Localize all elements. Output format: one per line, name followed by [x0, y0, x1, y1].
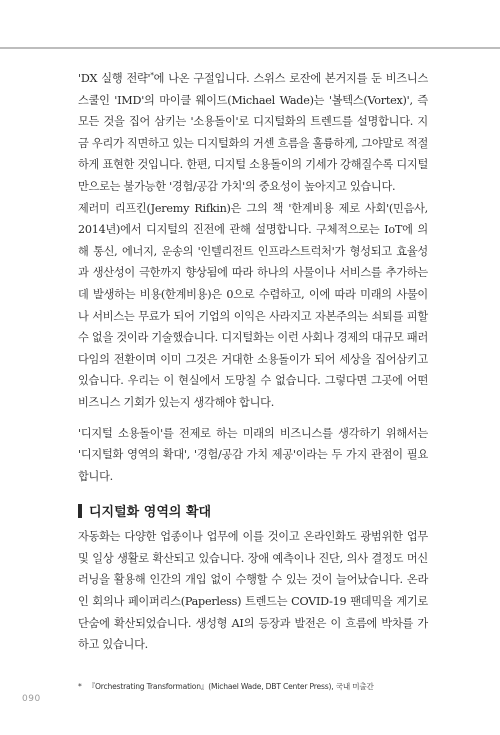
paragraph-1-text: 에 나온 구절입니다. 스위스 로잔에 본거지를 둔 비즈니스 스쿨인 'IMD'의 마이클 웨이드(Michael Wade)는 '볼텍스(Vortex)', 즉 모든 것을 집어 삼키는 '소용돌이'로 디지털화의 트렌드를 설명합니다. 지금 우리가 직면하고 있는 디지털화의 거센 흐름을 훌륭하게, 그야말로 적절하게 표현한 것입니다. 한편, 디지털 소용돌이의 기세가 강해질수록 디지털만으로는 불가능한 '경험/공감 가치'의 중요성이 높아지고 있습니다. [78, 72, 428, 193]
footnote [78, 681, 374, 692]
paragraph-2: 제러미 리프킨(Jeremy Rifkin)은 그의 책 '한계비용 제로 사회'(민음사, 2014년)에서 디지털의 진전에 관해 설명합니다. 구체적으로는 IoT에 의해 통신, 에너지, 운송의 '인텔리전트 인프라스트럭처'가 형성되고 효율성과 생산성이 극한까지 향상됨에 따라 하나의 사물이나 서비스를 추가하는 데 발생하는 비용(한계비용)은 0으로 수렴하고, 이에 따라 미래의 사물이나 서비스는 무료가 되어 기업의 이익은 사라지고 자본주의는 쇠퇴를 피할 수 없을 것이라 기술했습니다. 디지털화는 이런 사회나 경제의 대규모 패러다임의 전환이며 이미 그것은 거대한 소용돌이가 되어 세상을 집어삼키고 있습니다. 우리는 이 현실에서 도망칠 수 없습니다. 그렇다면 그곳에 어떤 비즈니스 기회가 있는지 생각해야 합니다. [78, 201, 428, 409]
paragraph-1-lead: 'DX 실행 전략' [78, 72, 151, 85]
paragraph-4: 자동화는 다양한 업종이나 업무에 이를 것이고 온라인화도 광범위한 업무 및 일상 생활로 확산되고 있습니다. 장애 예측이나 진단, 의사 결정도 머신러닝을 활용해 인간의 개입 없이 수행할 수 있는 것이 늘어났습니다. 온라인 회의나 페이퍼리스(Paperless) 트렌드는 COVID-19 팬데믹을 계기로 단숨에 확산되었습니다. 생성형 AI의 등장과 발전은 이 흐름에 박차를 가하고 있습니다. [78, 530, 428, 652]
main-text-block [78, 68, 428, 656]
section-title: 디지털화 영역의 확대 [89, 505, 212, 521]
footnote-mark: * [78, 682, 82, 691]
header-rule [0, 47, 500, 49]
footnote-text: 『Orchestrating Transformation』(Michael Wade, DBT Center Press), 국내 미출간 [87, 682, 374, 691]
section-heading [78, 501, 428, 520]
paragraph-1 [78, 68, 428, 198]
page-number: 090 [22, 694, 41, 704]
footnote-reference-mark: * [150, 71, 154, 80]
paragraph-3: '디지털 소용돌이'를 전제로 하는 미래의 비즈니스를 생각하기 위해서는 '디지털화 영역의 확대', '경험/공감 가치 제공'이라는 두 가지 관점이 필요합니다. [78, 426, 428, 483]
section-marker-bar [78, 504, 82, 518]
